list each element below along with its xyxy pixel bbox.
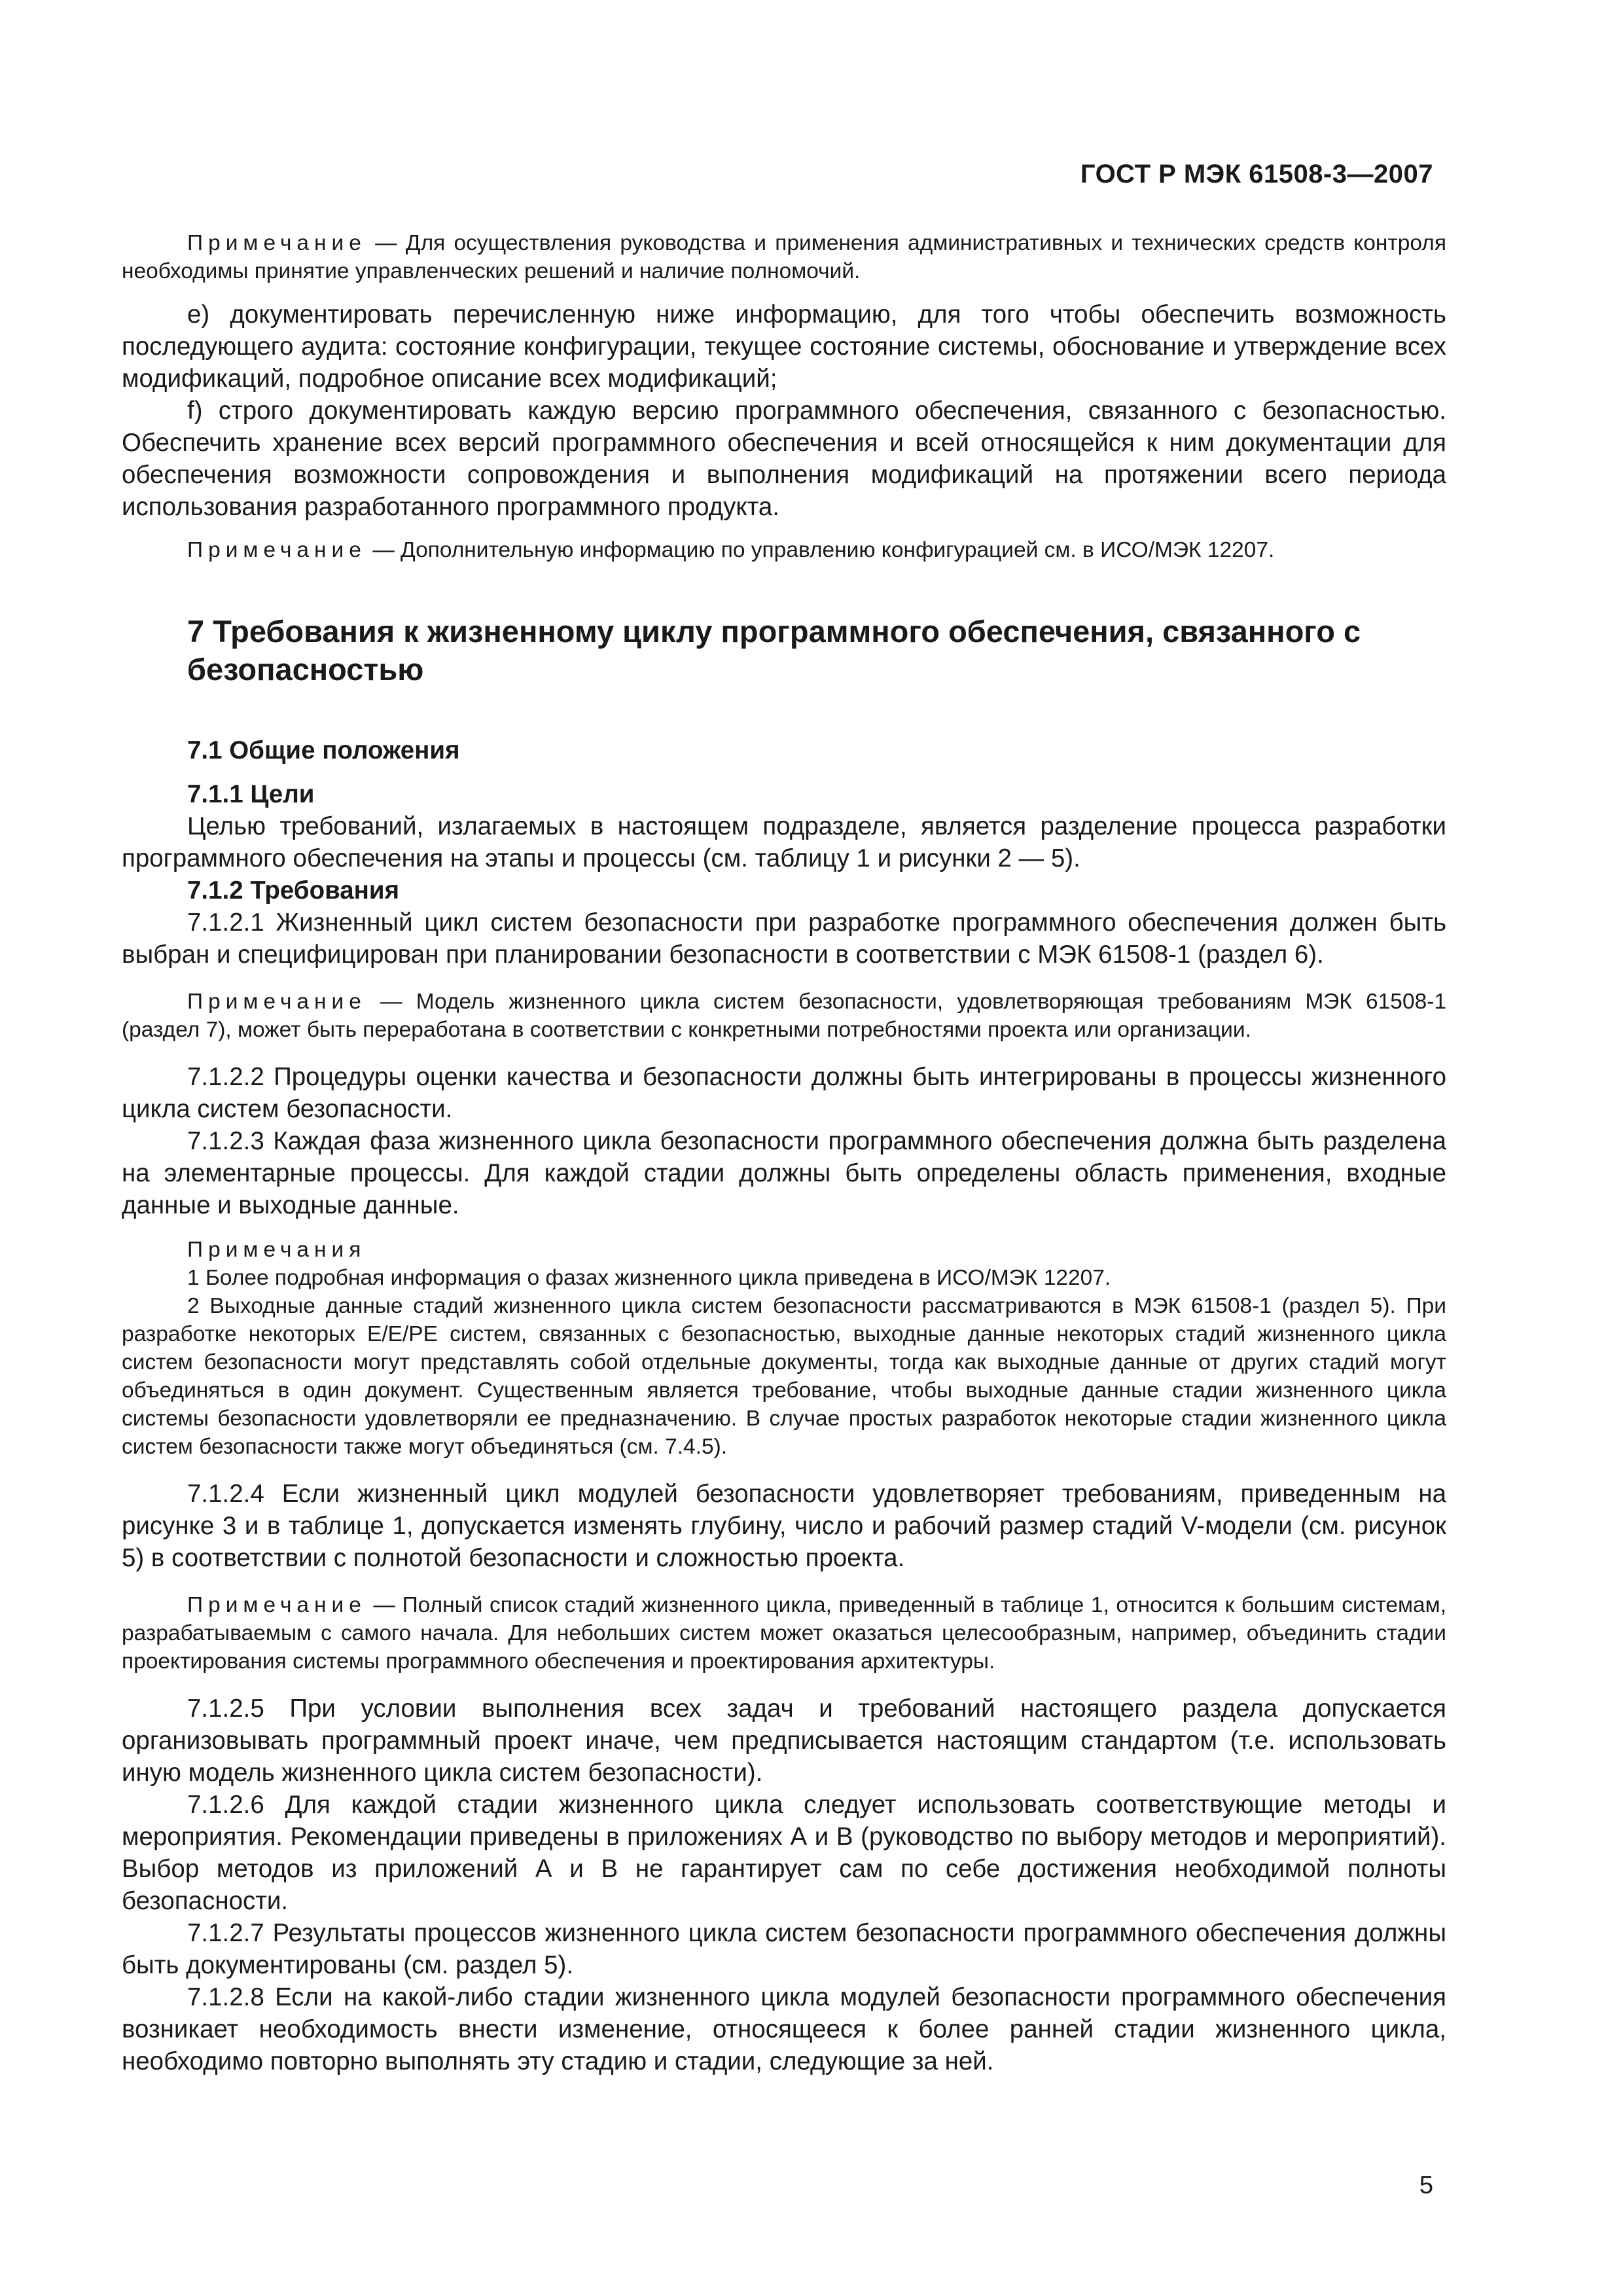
section-7-1-1-title: 7.1.1 Цели <box>187 780 315 808</box>
note-item-2: 2 Выходные данные стадий жизненного цикла систем безопасности рассматриваются в МЭК 61508-1 (раздел 5). При разработке некоторых Е/Е/РЕ систем, связанных с безопасностью, выходные данные некоторых стадий жизненного цикла систем безопасности могут представлять собой отдельные документы, тогда как выходные данные от других стадий могут объединяться в один документ. Существенным является требование, чтобы выходные данные стадии жизненного цикла системы безопасности удовлетворяли ее предназначению. В случае простых разработок некоторые стадии жизненного цикла систем безопасности также могут объединяться (см. 7.4.5). <box>122 1294 1446 1459</box>
clause-7-1-2-1: 7.1.2.1 Жизненный цикл систем безопасности при разработке программного обеспечения должен быть выбран и специфицирован при планировании безопасности в соответствии с МЭК 61508-1 (раздел 6). <box>122 908 1446 969</box>
clause-7-1-2-5: 7.1.2.5 При условии выполнения всех задач и требований настоящего раздела допускается организовывать программный проект иначе, чем предписывается настоящим стандартом (т.е. использовать иную модель жизненного цикла систем безопасности). <box>122 1695 1446 1787</box>
clause-7-1-2-3: 7.1.2.3 Каждая фаза жизненного цикла безопасности программного обеспечения должна быть разделена на элементарные процессы. Для каждой стадии должны быть определены область применения, входные данные и выходные данные. <box>122 1127 1446 1219</box>
note-management <box>122 229 1446 285</box>
page-content <box>122 229 1446 2077</box>
page-number: 5 <box>1419 2172 1433 2199</box>
standard-header: ГОСТ Р МЭК 61508-3—2007 <box>1080 160 1433 188</box>
note-configuration <box>122 536 1446 564</box>
list-item-e: е) документировать перечисленную ниже информацию, для того чтобы обеспечить возможность последующего аудита: состояние конфигурации, текущее состояние системы, обоснование и утверждение всех модификаций, подробное описание всех модификаций; <box>122 300 1446 393</box>
clause-7-1-2-4: 7.1.2.4 Если жизненный цикл модулей безопасности удовлетворяет требованиям, приведенным на рисунке 3 и в таблице 1, допускается изменять глубину, число и рабочий размер стадий V-модели (см. рисунок 5) в соответствии с полнотой безопасности и сложностью проекта. <box>122 1480 1446 1572</box>
note-text: — Модель жизненного цикла систем безопасности, удовлетворяющая требованиям МЭК 61508-1 (раздел 7), может быть переработана в соответствии с конкретными потребностями проекта или организации. <box>122 990 1446 1042</box>
note-text: — Для осуществления руководства и применения административных и технических средств контроля необходимы принятие управленческих решений и наличие полномочий. <box>122 231 1446 283</box>
note-label: Примечание <box>187 990 366 1014</box>
section-7-title: 7 Требования к жизненному циклу программного обеспечения, связанного с безопасностью <box>187 614 1361 687</box>
note-label: Примечание <box>187 538 366 562</box>
note-lifecycle-model <box>122 988 1446 1044</box>
notes-label: Примечания <box>187 1238 366 1262</box>
note-text: — Дополнительную информацию по управлению конфигурацией см. в ИСО/МЭК 12207. <box>366 538 1275 562</box>
note-lifecycle-stages <box>122 1591 1446 1676</box>
clause-7-1-2-8: 7.1.2.8 Если на какой-либо стадии жизненного цикла модулей безопасности программного обеспечения возникает необходимость внести изменение, относящееся к более ранней стадии жизненного цикла, необходимо повторно выполнять эту стадию и стадии, следующие за ней. <box>122 1983 1446 2075</box>
section-7-1-1-text: Целью требований, излагаемых в настоящем подразделе, является разделение процесса разработки программного обеспечения на этапы и процессы (см. таблицу 1 и рисунки 2 — 5). <box>122 812 1446 872</box>
clause-7-1-2-6: 7.1.2.6 Для каждой стадии жизненного цикла следует использовать соответствующие методы и мероприятия. Рекомендации приведены в приложениях А и В (руководство по выбору методов и мероприятий). Выбор методов из приложений А и В не гарантирует сам по себе достижения необходимой полноты безопасности. <box>122 1791 1446 1915</box>
note-label: Примечание <box>187 231 366 255</box>
section-7-1-title: 7.1 Общие положения <box>187 736 460 764</box>
note-text: — Полный список стадий жизненного цикла, приведенный в таблице 1, относится к большим системам, разрабатываемым с самого начала. Для небольших систем может оказаться целесообразным, например, объединить стадии проектирования системы программного обеспечения и проектирования архитектуры. <box>122 1593 1446 1674</box>
clause-7-1-2-2: 7.1.2.2 Процедуры оценки качества и безопасности должны быть интегрированы в процессы жизненного цикла систем безопасности. <box>122 1063 1446 1123</box>
section-7-1-2-title: 7.1.2 Требования <box>187 876 400 905</box>
note-label: Примечание <box>187 1593 366 1617</box>
clause-7-1-2-7: 7.1.2.7 Результаты процессов жизненного цикла систем безопасности программного обеспечения должны быть документированы (см. раздел 5). <box>122 1919 1446 1979</box>
note-item-1: 1 Более подробная информация о фазах жизненного цикла приведена в ИСО/МЭК 12207. <box>187 1266 1111 1290</box>
list-item-f: f) строго документировать каждую версию программного обеспечения, связанного с безопасностью. Обеспечить хранение всех версий программного обеспечения и всей относящейся к ним документации для обеспечения возможности сопровождения и выполнения модификаций на протяжении всего периода использования разработанного программного продукта. <box>122 397 1446 521</box>
